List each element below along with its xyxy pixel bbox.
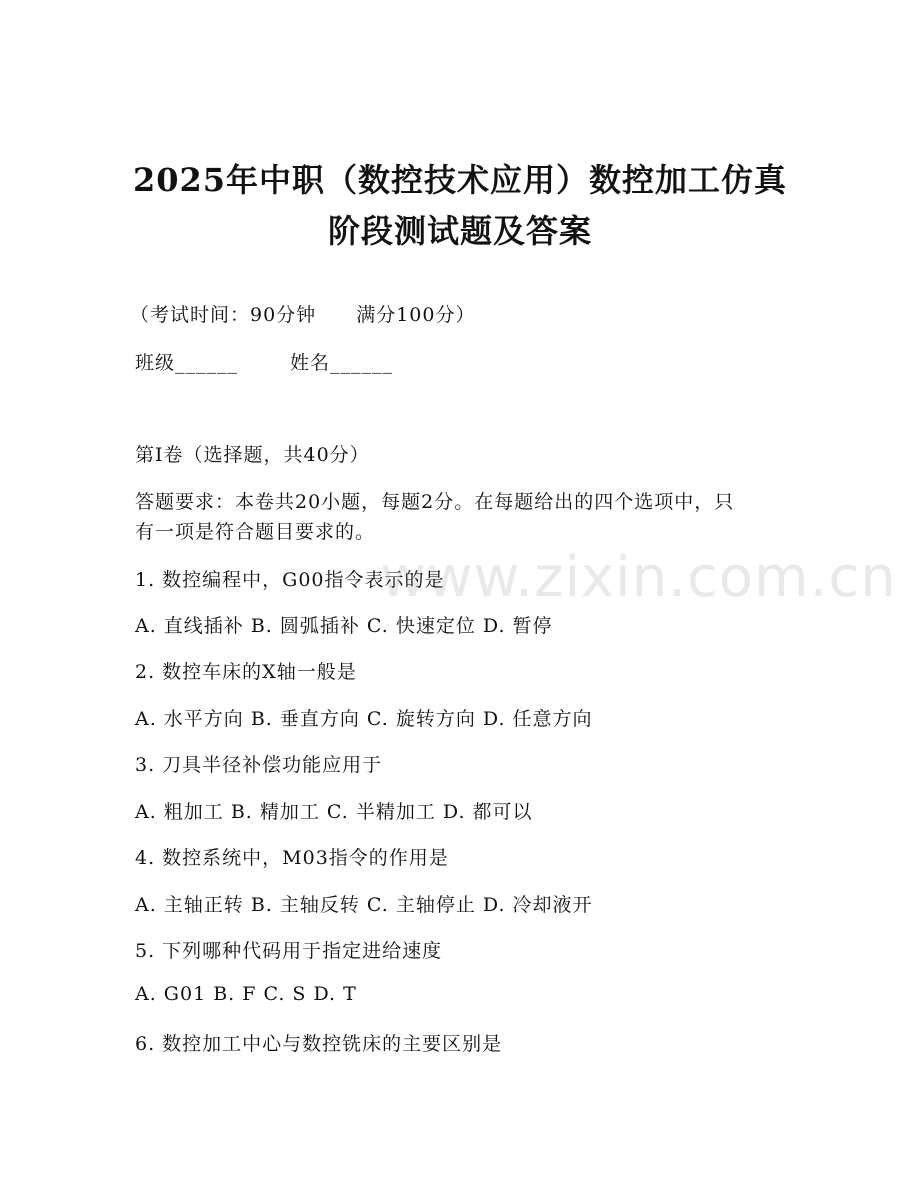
section-instruction-line2: 有一项是符合题目要求的。: [135, 521, 376, 543]
section-heading: 第I卷（选择题，共40分）: [135, 444, 370, 466]
class-field: 班级______: [135, 352, 239, 374]
watermark: www.zixin.com.cn: [380, 545, 897, 610]
question-stem: 2. 数控车床的X轴一般是: [135, 661, 357, 683]
name-field: 姓名______: [290, 352, 394, 374]
question-stem: 3. 刀具半径补偿功能应用于: [135, 754, 383, 776]
question-options: A. 水平方向 B. 垂直方向 C. 旋转方向 D. 任意方向: [135, 708, 593, 730]
question-stem: 6. 数控加工中心与数控铣床的主要区别是: [135, 1033, 503, 1055]
question-stem: 4. 数控系统中，M03指令的作用是: [135, 847, 449, 869]
section-instruction-line1: 答题要求：本卷共20小题，每题2分。在每题给出的四个选项中，只: [135, 491, 735, 513]
question-options: A. 直线插补 B. 圆弧插补 C. 快速定位 D. 暂停: [135, 615, 553, 637]
question-options: A. 主轴正转 B. 主轴反转 C. 主轴停止 D. 冷却液开: [135, 894, 593, 916]
document-title-line2: 阶段测试题及答案: [327, 212, 592, 250]
document-title-line1: 2025年中职（数控技术应用）数控加工仿真: [132, 161, 788, 199]
question-stem: 1. 数控编程中，G00指令表示的是: [135, 569, 445, 591]
exam-score: 满分100分）: [356, 304, 476, 326]
question-options: A. G01 B. F C. S D. T: [135, 983, 357, 1005]
exam-info: [130, 300, 475, 327]
question-stem: 5. 下列哪种代码用于指定进给速度: [135, 940, 443, 962]
question-options: A. 粗加工 B. 精加工 C. 半精加工 D. 都可以: [135, 801, 533, 823]
student-fields: [135, 348, 393, 375]
exam-time: （考试时间：90分钟: [130, 304, 317, 326]
